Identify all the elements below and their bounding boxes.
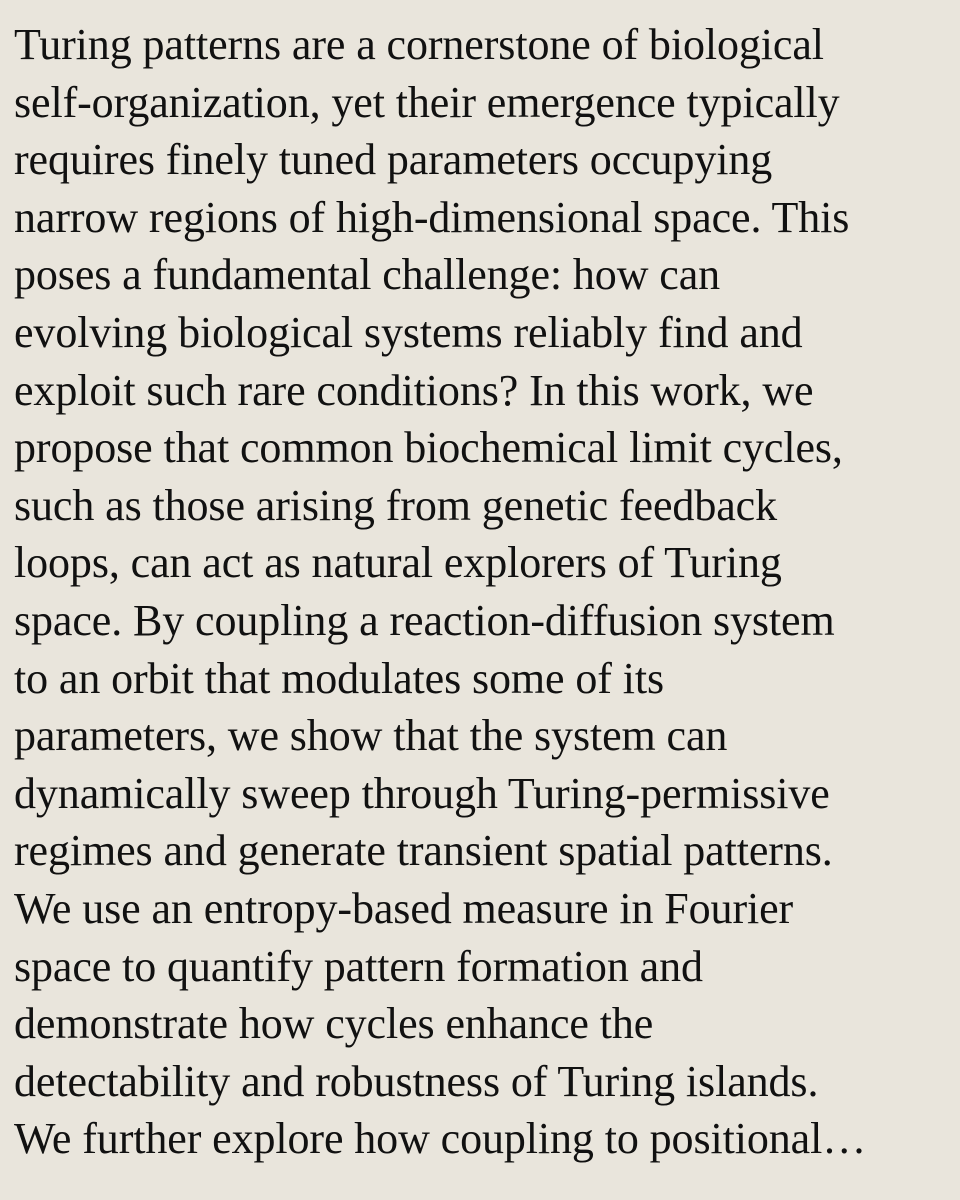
text-line: loops, can act as natural explorers of Turing — [14, 538, 782, 588]
text-line: such as those arising from genetic feedback — [14, 480, 777, 530]
text-line: space to quantify pattern formation and — [14, 941, 703, 991]
text-line: We use an entropy-based measure in Fourier — [14, 883, 794, 933]
text-line: exploit such rare conditions? In this work, we — [14, 365, 814, 415]
text-line: Turing patterns are a cornerstone of biological — [14, 20, 824, 69]
text-line: detectability and robustness of Turing islands. — [14, 1056, 819, 1106]
text-line: space. By coupling a reaction-diffusion system — [14, 595, 835, 645]
text-line: dynamically sweep through Turing-permissive — [14, 768, 830, 818]
text-line: parameters, we show that the system can — [14, 711, 728, 761]
text-line: We further explore how coupling to positional… — [14, 1114, 867, 1164]
text-line: evolving biological systems reliably find and — [14, 307, 803, 357]
text-line: requires finely tuned parameters occupying — [14, 135, 773, 185]
text-line: propose that common biochemical limit cycles, — [14, 423, 843, 473]
text-line: self-organization, yet their emergence typically — [14, 77, 840, 127]
text-line: poses a fundamental challenge: how can — [14, 250, 721, 300]
text-line: demonstrate how cycles enhance the — [14, 999, 654, 1049]
text-line: to an orbit that modulates some of its — [14, 653, 664, 703]
text-line: regimes and generate transient spatial patterns. — [14, 826, 833, 876]
text-line: narrow regions of high-dimensional space. This — [14, 192, 850, 242]
